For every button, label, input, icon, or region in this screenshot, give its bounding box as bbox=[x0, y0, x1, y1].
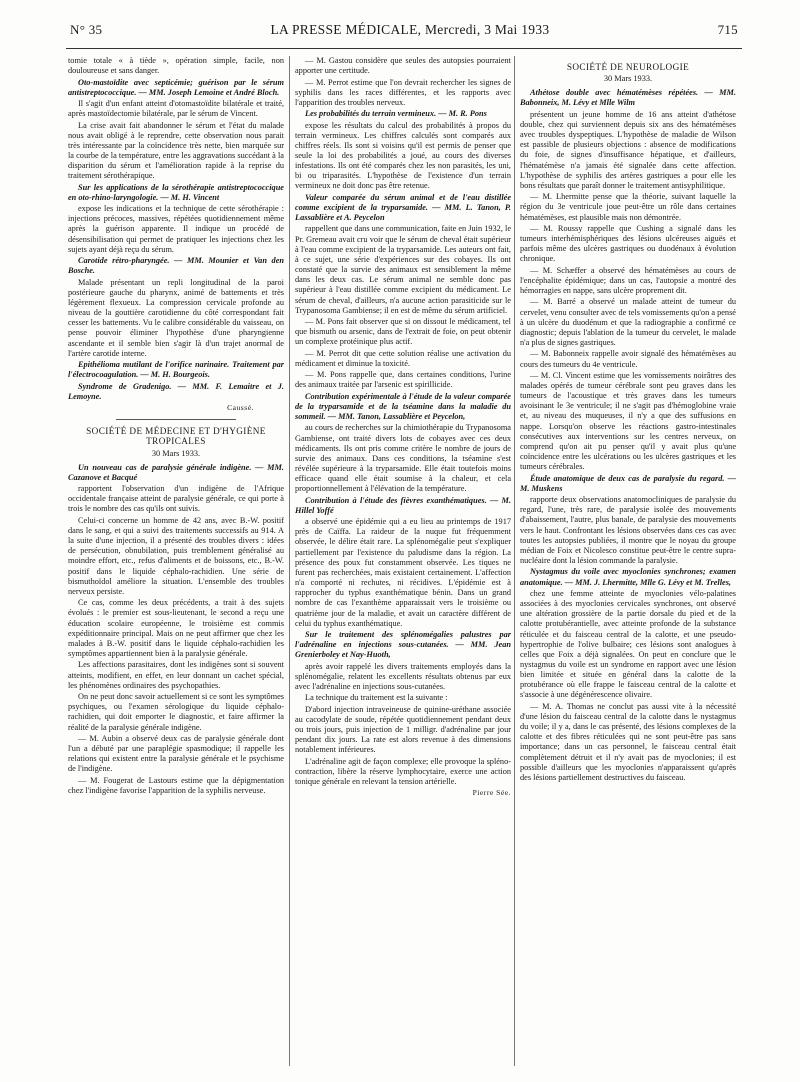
paragraph: — M. Fougerat de Lastours estime que la dépigmentation chez l'indigène favorise l'apparition de la syphilis nerveuse. bbox=[68, 775, 284, 795]
issue-number: N° 35 bbox=[70, 22, 103, 37]
paragraph: — M. Perrot estime que l'on devrait rechercher les signes de syphilis dans les races différentes, et les rapports avec l'apparition des troubles nerveux. bbox=[295, 77, 511, 107]
paragraph: expose les résultats du calcul des probabilités à propos du terrain vermineux. Les chiffres calculés sont comparés aux chiffres réels. Ils sont si voisins qu'il est permis de penser que seule la loi des probabilités a joué, au cours des diverses infestations. Ils ont été comparés chez les non parasités, les uni, bi ou triparasités. L'hypothèse de l'existence d'un terrain vermineux ne doit donc pas être retenue. bbox=[295, 120, 511, 191]
section-divider bbox=[116, 419, 236, 420]
page-number: 715 bbox=[717, 22, 738, 37]
paragraph: — M. Cl. Vincent estime que les vomissements noirâtres des malades opérés de tumeur cérébrale sont peu graves dans les tumeurs de l'acoustique et très graves dans les tumeurs avoisinant le 3e ventricule; il ne s'agit pas d'hémoglobine vraie et, au niveau des muqueuses, il n'y a que des suffusions en nappe. Lorsqu'on observe les réactions gastro-intestinales consécutives aux interventions sur les centres nerveux, on comprend qu'on ait pu penser qu'il y avait plus qu'une coïncidence entre les ulcérations ou les ulcères gastriques et les tumeurs cérébrales. bbox=[520, 370, 736, 472]
page-header bbox=[70, 22, 738, 44]
paragraph: L'adrénaline agit de façon complexe; elle provoque la spléno-contraction, libère la réserve lymphocytaire, exerce une action tonique générale en relevant la tension artérielle. bbox=[295, 756, 511, 786]
paragraph: — M. Barré a observé un malade atteint de tumeur du cervelet, venu consulter avec de tels vomissements qu'on a pensé à un ulcère du duodénum et que la radiographie a confirmé ce diagnostic; depuis l'ablation de la tumeur du cervelet, le malade n'a plus de signes gastriques. bbox=[520, 297, 736, 347]
paragraph: La crise avait fait abandonner le sérum et l'état du malade nous avait obligé à le reprendre, cette observation nous parait très intéressante par la coïncidence très nette, bien marquée sur la courbe de la température, entre les aggravations succédant à la disparition du sérum et l'amélioration rapide à la reprise du traitement sérothérapique. bbox=[68, 120, 284, 181]
paragraph: Les affections parasitaires, dont les indigènes sont si souvent atteints, modifient, en effet, en leur donnant un cachet spécial, les phénomènes ordinaires des psychopathies. bbox=[68, 660, 284, 690]
paragraph: On ne peut donc savoir actuellement si ce sont les symptômes psychiques, ou l'examen sérologique du liquide céphalo-rachidien, qui doit emporter le diagnostic, et faire affirmer la réalité de la paralysie générale indigène. bbox=[68, 692, 284, 732]
paragraph: — M. Schæffer a observé des hématémèses au cours de l'encéphalite épidémique; dans un cas, l'autopsie a montré des hémorragies en nappe, sans ulcère proprement dit. bbox=[520, 265, 736, 296]
paragraph: La technique du traitement est la suivante : bbox=[305, 693, 448, 703]
society-heading: SOCIÉTÉ DE MÉDECINE ET D'HYGIÈNE TROPICALES bbox=[86, 426, 266, 447]
column-right bbox=[520, 56, 736, 1074]
article-heading: Carotide rétro-pharyngée. — MM. Mounier et Van den Bosche. bbox=[68, 256, 284, 276]
article-heading: Contribution expérimentale à l'étude de la valeur comparée de la tryparsamide et de la tséamine dans la maladie du sommeil. — MM. Tanon, Lassablière et Peycelon, bbox=[295, 391, 511, 421]
paragraph: rapportent l'observation d'un indigène de l'Afrique occidentale française atteint de paralysie générale, ce qui porte à trois le nombre des cas qu'ils ont suivis. bbox=[68, 484, 284, 514]
paragraph: — M. Pons fait observer que si on dissout le médicament, tel que bismuth ou arsenic, dans de l'extrait de foie, on peut obtenir un complexe protéinique plus actif. bbox=[295, 317, 511, 347]
header-rule bbox=[66, 48, 742, 49]
signature: Caussé. bbox=[227, 403, 254, 413]
paragraph: tomie totale « à tiède », opération simple, facile, non douloureuse et sans danger. bbox=[68, 56, 284, 76]
paragraph: — M. Gastou considère que seules des autopsies pourraient apporter une certitude. bbox=[295, 56, 511, 76]
journal-title: LA PRESSE MÉDICALE, Mercredi, 3 Mai 1933 bbox=[270, 22, 550, 37]
paragraph: — M. Lhermitte pense que la théorie, suivant laquelle la région du 3e ventricule joue peut-être un rôle dans certaines hématémèses, est plausible mais non démontrée. bbox=[520, 192, 736, 222]
paragraph: expose les indications et la technique de cette sérothérapie : injections précoces, massives, répétées quotidiennement même après la guérison apparente. Il indique un procédé de désensibilisation qui permet de pratiquer les injections chez les sujets ayant déjà reçu du sérum. bbox=[68, 204, 284, 254]
paragraph: D'abord injection intraveineuse de quinine-uréthane associée au cacodylate de soude, répétée quotidiennement pendant deux ou trois jours, puis injection de 1 milligr. d'adrénaline par jour pendant dix jours. La rate est alors revenue à des dimensions notablement inférieures. bbox=[295, 704, 511, 755]
article-heading: Valeur comparée du sérum animal et de l'eau distillée comme excipient de la tryparsamide. — MM. L. Tanon, P. Lassablière et A. Peycelon bbox=[295, 192, 511, 223]
paragraph: a observé une épidémie qui a eu lieu au printemps de 1917 près de Caïffa. La raideur de la nuque fut fréquemment observée, le délire était rare. La splénomégalie peut s'expliquer partiellement par l'existence du paludisme dans la région. La présence des poux fut constamment observée. Les tiques ne furent pas recherchées, mais existaient certainement. L'affection n'a comporté ni rechutes, ni récidives. L'épidémie est à rapprocher du typhus exanthématique bénin. Dans un grand nombre de cas l'exanthème apparaissait vers le troisième ou quatrième jour de la maladie, et avait un caractère différent de celui du typhus exanthématique. bbox=[295, 517, 511, 628]
society-heading: SOCIÉTÉ DE NEUROLOGIE bbox=[566, 62, 690, 72]
article-heading: Oto-mastoïdite avec septicémie; guérison par le sérum antistreptococcique. — MM. Joseph Lemoine et André Bloch. bbox=[68, 77, 284, 97]
column-divider-1 bbox=[289, 56, 290, 1066]
paragraph: — M. Babonneix rappelle avoir signalé des hématémèses au cours des tumeurs du 4e ventricule. bbox=[520, 349, 736, 369]
session-date: 30 Mars 1933. bbox=[603, 74, 653, 84]
paragraph: chez une femme atteinte de myoclonies vélo-palatines associées à des myoclonies cervicales synchrones, ont observé une altération grossière de la partie dorsale du pied et de la calotte protubérantielle, avec atteinte profonde de la substance réticulée et du faisceau central de la calotte, et une pseudo-hypertrophie de l'olive bulbaire; ces lésions sont analogues à celles que Foix a déjà signalées. On peut en conclure que le nystagmus du voile est un syndrome en rapport avec une lésion bien limitée et située en général dans la calotte de la protubérance où elle frappe le faisceau central de la calotte et s'associe à une dégénérescence olivaire. bbox=[520, 588, 736, 700]
paragraph: Il s'agit d'un enfant atteint d'otomastoïdite bilatérale et traité, après mastoïdectomie bilatérale, par le sérum de Vincent. bbox=[68, 99, 284, 119]
column-divider-2 bbox=[514, 56, 515, 1066]
article-heading: Epithélioma mutilant de l'orifice narinaire. Traitement par l'électrocoagulation. — M. H. Bourgeois. bbox=[68, 360, 284, 380]
article-heading: Étude anatomique de deux cas de paralysie du regard. — M. Muskens bbox=[520, 473, 736, 493]
article-heading: Un nouveau cas de paralysie générale indigène. — MM. Cazanove et Bacqué bbox=[68, 462, 284, 482]
paragraph: — M. Perrot dit que cette solution réalise une activation du médicament et diminue la toxicité. bbox=[295, 348, 511, 368]
article-heading: Sur les applications de la sérothérapie antistreptococcique en oto-rhino-laryngologie. — M. H. Vincent bbox=[68, 182, 284, 202]
paragraph: rapporte deux observations anatomocliniques de paralysie du regard, l'une, très rare, de paralysie isolée des mouvements d'abaissement, l'autre, plus banale, de paralysie des mouvements vers le haut. Confrontant les lésions observées dans ces cas avec toutes les autopsies publiées, il montre que le noyau du groupe médian de Foix et Nicolesco constitue peut-être le centre supra-nucléaire dont la lésion commande la paralysie. bbox=[520, 495, 736, 566]
paragraph: Celui-ci concerne un homme de 42 ans, avec B.-W. positif dans le sang, et qui a suivi des traitements successifs au 914. A la suite d'une injection, il a présenté des troubles divers : idées de persécution, obnubilation, puis tremblement généralisé au moindre effort, etc., refus d'aliments et de boissons, etc., B.-W. positif dans le liquide céphalo-rachidien. Une série de bismuthoïdol améliore la situation. L'ensemble des troubles nerveux persiste. bbox=[68, 515, 284, 596]
paragraph: au cours de recherches sur la chimiothérapie du Trypanosoma Gambiense, ont traité divers lots de cobayes avec ces deux médicaments. Ils ont pris comme critère le nombre de jours de survie des animaux. Dans ces conditions, la tséamine s'est révélée supérieure à la tryparsamide. Elle était toutefois moins efficace quand elle était soumise à la chaleur, et cela proportionnellement à l'élévation de la température. bbox=[295, 423, 511, 494]
article-heading: Les probabilités du terrain vermineux. — M. R. Pons bbox=[305, 109, 487, 119]
paragraph: — M. A. Thomas ne conclut pas aussi vite à la nécessité d'une lésion du faisceau central de la calotte dans le nystagmus du voile; il y a, dans le cas présenté, des lésions complexes de la calotte et des fibres réticulées qui ne sont peut-être pas sans importance; dans un cas personnel, le faisceau central était complètement détruit et il n'y avait pas de myoclonies; il est possible d'ailleurs que les myoclonies n'apparaissent qu'après des lésions partiellement destructives du faisceau. bbox=[520, 701, 736, 782]
article-heading: Sur le traitement des splénomégalies palustres par l'adrénaline en injections sous-cutanées. — MM. Jean Grenierboley et Nay-Huoth, bbox=[295, 630, 511, 660]
article-heading: Nystagmus du voile avec myoclonies synchrones; examen anatomique. — MM. J. Lhermitte, Mlle G. Lévy et M. Trelles, bbox=[520, 567, 736, 587]
article-heading: Syndrome de Gradenigo. — MM. F. Lemaitre et J. Lemoyne. bbox=[68, 381, 284, 401]
article-heading: Athétose double avec hématémèses répétées. — MM. Babonneix, M. Lévy et Mlle Wilm bbox=[520, 88, 736, 108]
paragraph: — M. Roussy rappelle que Cushing a signalé dans les tumeurs interhémisphériques des lésions ulcéreuses aiguës et parfois même des ulcères gastriques ou duodénaux à évolution chronique. bbox=[520, 223, 736, 264]
paragraph: présentent un jeune homme de 16 ans atteint d'athétose double, chez qui surviennent depuis six ans des hématémèses avec troubles dyspeptiques. L'hypothèse de maladie de Wilson est passible de plusieurs objections : absence de modifications du foie, de signes d'insuffisance hépatique, et d'ailleurs, l'hématémèse n'a jamais été signalée dans cette affection. L'hypothèse de syphilis des artères gastriques a pour elle les bons résultats que paraît donner le traitement antisyphilitique. bbox=[520, 109, 736, 190]
paragraph: Ce cas, comme les deux précédents, a trait à des sujets évolués : le premier est sous-lieutenant, le second a reçu une éducation scolaire européenne, le troisième est commis expéditionnaire principal. Mais on ne peut affirmer que chez les malades à B.-W. positif dans le liquide céphalo-rachidien les symptômes appartiennent bien à la paralysie générale. bbox=[68, 598, 284, 659]
session-date: 30 Mars 1933. bbox=[151, 448, 201, 458]
paragraph: — M. Pons rappelle que, dans certaines conditions, l'urine des animaux traitée par l'arsenic est spirillicide. bbox=[295, 370, 511, 390]
column-left bbox=[68, 56, 284, 1074]
paragraph: après avoir rappelé les divers traitements employés dans la splénomégalie, relatent les excellents résultats obtenus par eux avec l'adrénaline en injections sous-cutanées. bbox=[295, 661, 511, 691]
article-heading: Contribution à l'étude des fièvres exanthématiques. — M. Hillel Yoffé bbox=[295, 495, 511, 515]
column-middle bbox=[295, 56, 511, 1074]
paragraph: rappellent que dans une communication, faite en Juin 1932, le Pr. Gremeau avait cru voir que le sérum de cheval était supérieur à l'eau comme excipient de la tryparsamide. Les auteurs ont fait, à ce sujet, une série d'expériences sur des cobayes. Ils ont constaté que la survie des animaux est sensiblement la même dans les deux cas. Le sérum animal ne semble donc pas supérieur à l'eau distillée comme excipient du médicament. Le sérum de cheval, d'ailleurs, n'a aucune action parasiticide sur le Trypanosoma Gambiense; il en est de même du sérum artificiel. bbox=[295, 224, 511, 315]
paragraph: — M. Aubin a observé deux cas de paralysie générale dont l'un a débuté par une paraplégie spasmodique; il rappelle les relations qui existent entre la paralysie générale et le psychisme de l'indigène. bbox=[68, 733, 284, 774]
signature: Pierre Sée. bbox=[472, 788, 511, 798]
paragraph: Malade présentant un repli longitudinal de la paroi postérieure gauche du pharynx, animé de battements et très légèrement flexueux. La compression cervicale profonde au niveau de la gouttière carotidienne du côté correspondant fait cesser les battements. Vu le calibre considérable du vaisseau, on pense pouvoir éliminer l'hypothèse d'une pharyngienne ascendante et il semble bien s'agir là d'un trajet anormal de l'artère carotide interne. bbox=[68, 277, 284, 358]
